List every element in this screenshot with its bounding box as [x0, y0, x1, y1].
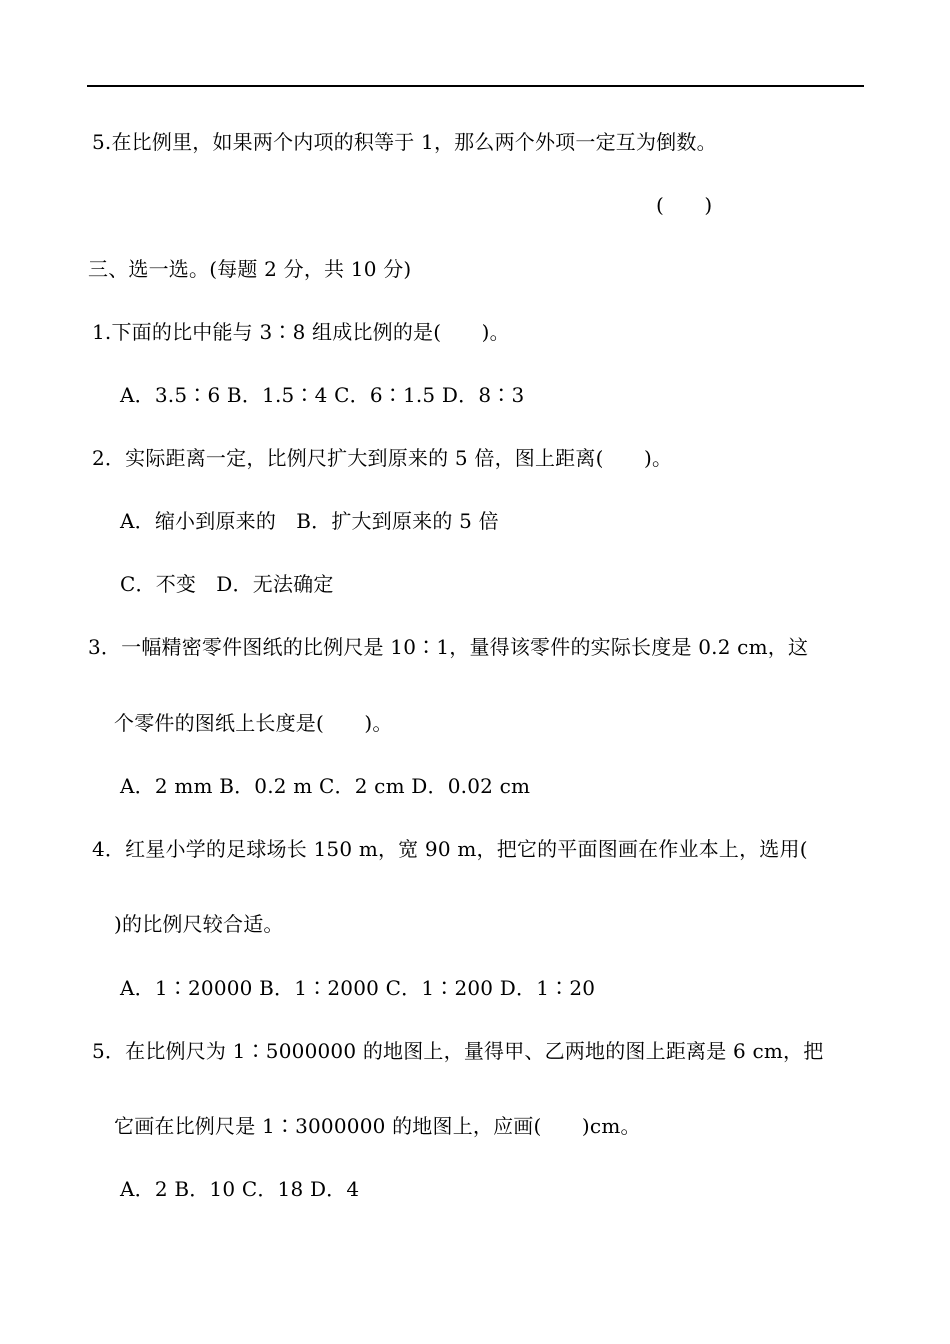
q5-options: A．2 B．10 C．18 D．4: [120, 1177, 360, 1201]
q4-text-line2: )的比例尺较合适。: [114, 912, 284, 936]
q1-options: A．3.5∶6 B．1.5∶4 C．6∶1.5 D．8∶3: [120, 383, 525, 407]
q5-text-line2: 它画在比例尺是 1∶3000000 的地图上，应画( )cm。: [114, 1114, 641, 1138]
q3-text-line2: 个零件的图纸上长度是( )。: [114, 711, 393, 735]
q2-options-row2: C．不变 D．无法确定: [120, 572, 334, 596]
q2-text: 2．实际距离一定，比例尺扩大到原来的 5 倍，图上距离( )。: [92, 446, 673, 470]
part2-q5-text: 5.在比例里，如果两个内项的积等于 1，那么两个外项一定互为倒数。: [92, 130, 717, 154]
q5-text-line1: 5．在比例尺为 1∶5000000 的地图上，量得甲、乙两地的图上距离是 6 cm，把: [92, 1039, 824, 1063]
q4-options: A．1∶20000 B．1∶2000 C．1∶200 D．1∶20: [120, 976, 596, 1000]
q1-text: 1.下面的比中能与 3∶8 组成比例的是( )。: [92, 320, 510, 344]
q3-options: A．2 mm B．0.2 m C．2 cm D．0.02 cm: [120, 774, 531, 798]
q2-options-row1: A．缩小到原来的 B．扩大到原来的 5 倍: [120, 509, 499, 533]
q3-text-line1: 3．一幅精密零件图纸的比例尺是 10∶1，量得该零件的实际长度是 0.2 cm，这: [88, 635, 809, 659]
q4-text-line1: 4．红星小学的足球场长 150 m，宽 90 m，把它的平面图画在作业本上，选用(: [92, 837, 808, 861]
header-rule: [87, 85, 864, 87]
part2-q5-answer-blank: ( ): [656, 193, 713, 217]
section-3-heading: 三、选一选。(每题 2 分，共 10 分): [88, 257, 412, 281]
